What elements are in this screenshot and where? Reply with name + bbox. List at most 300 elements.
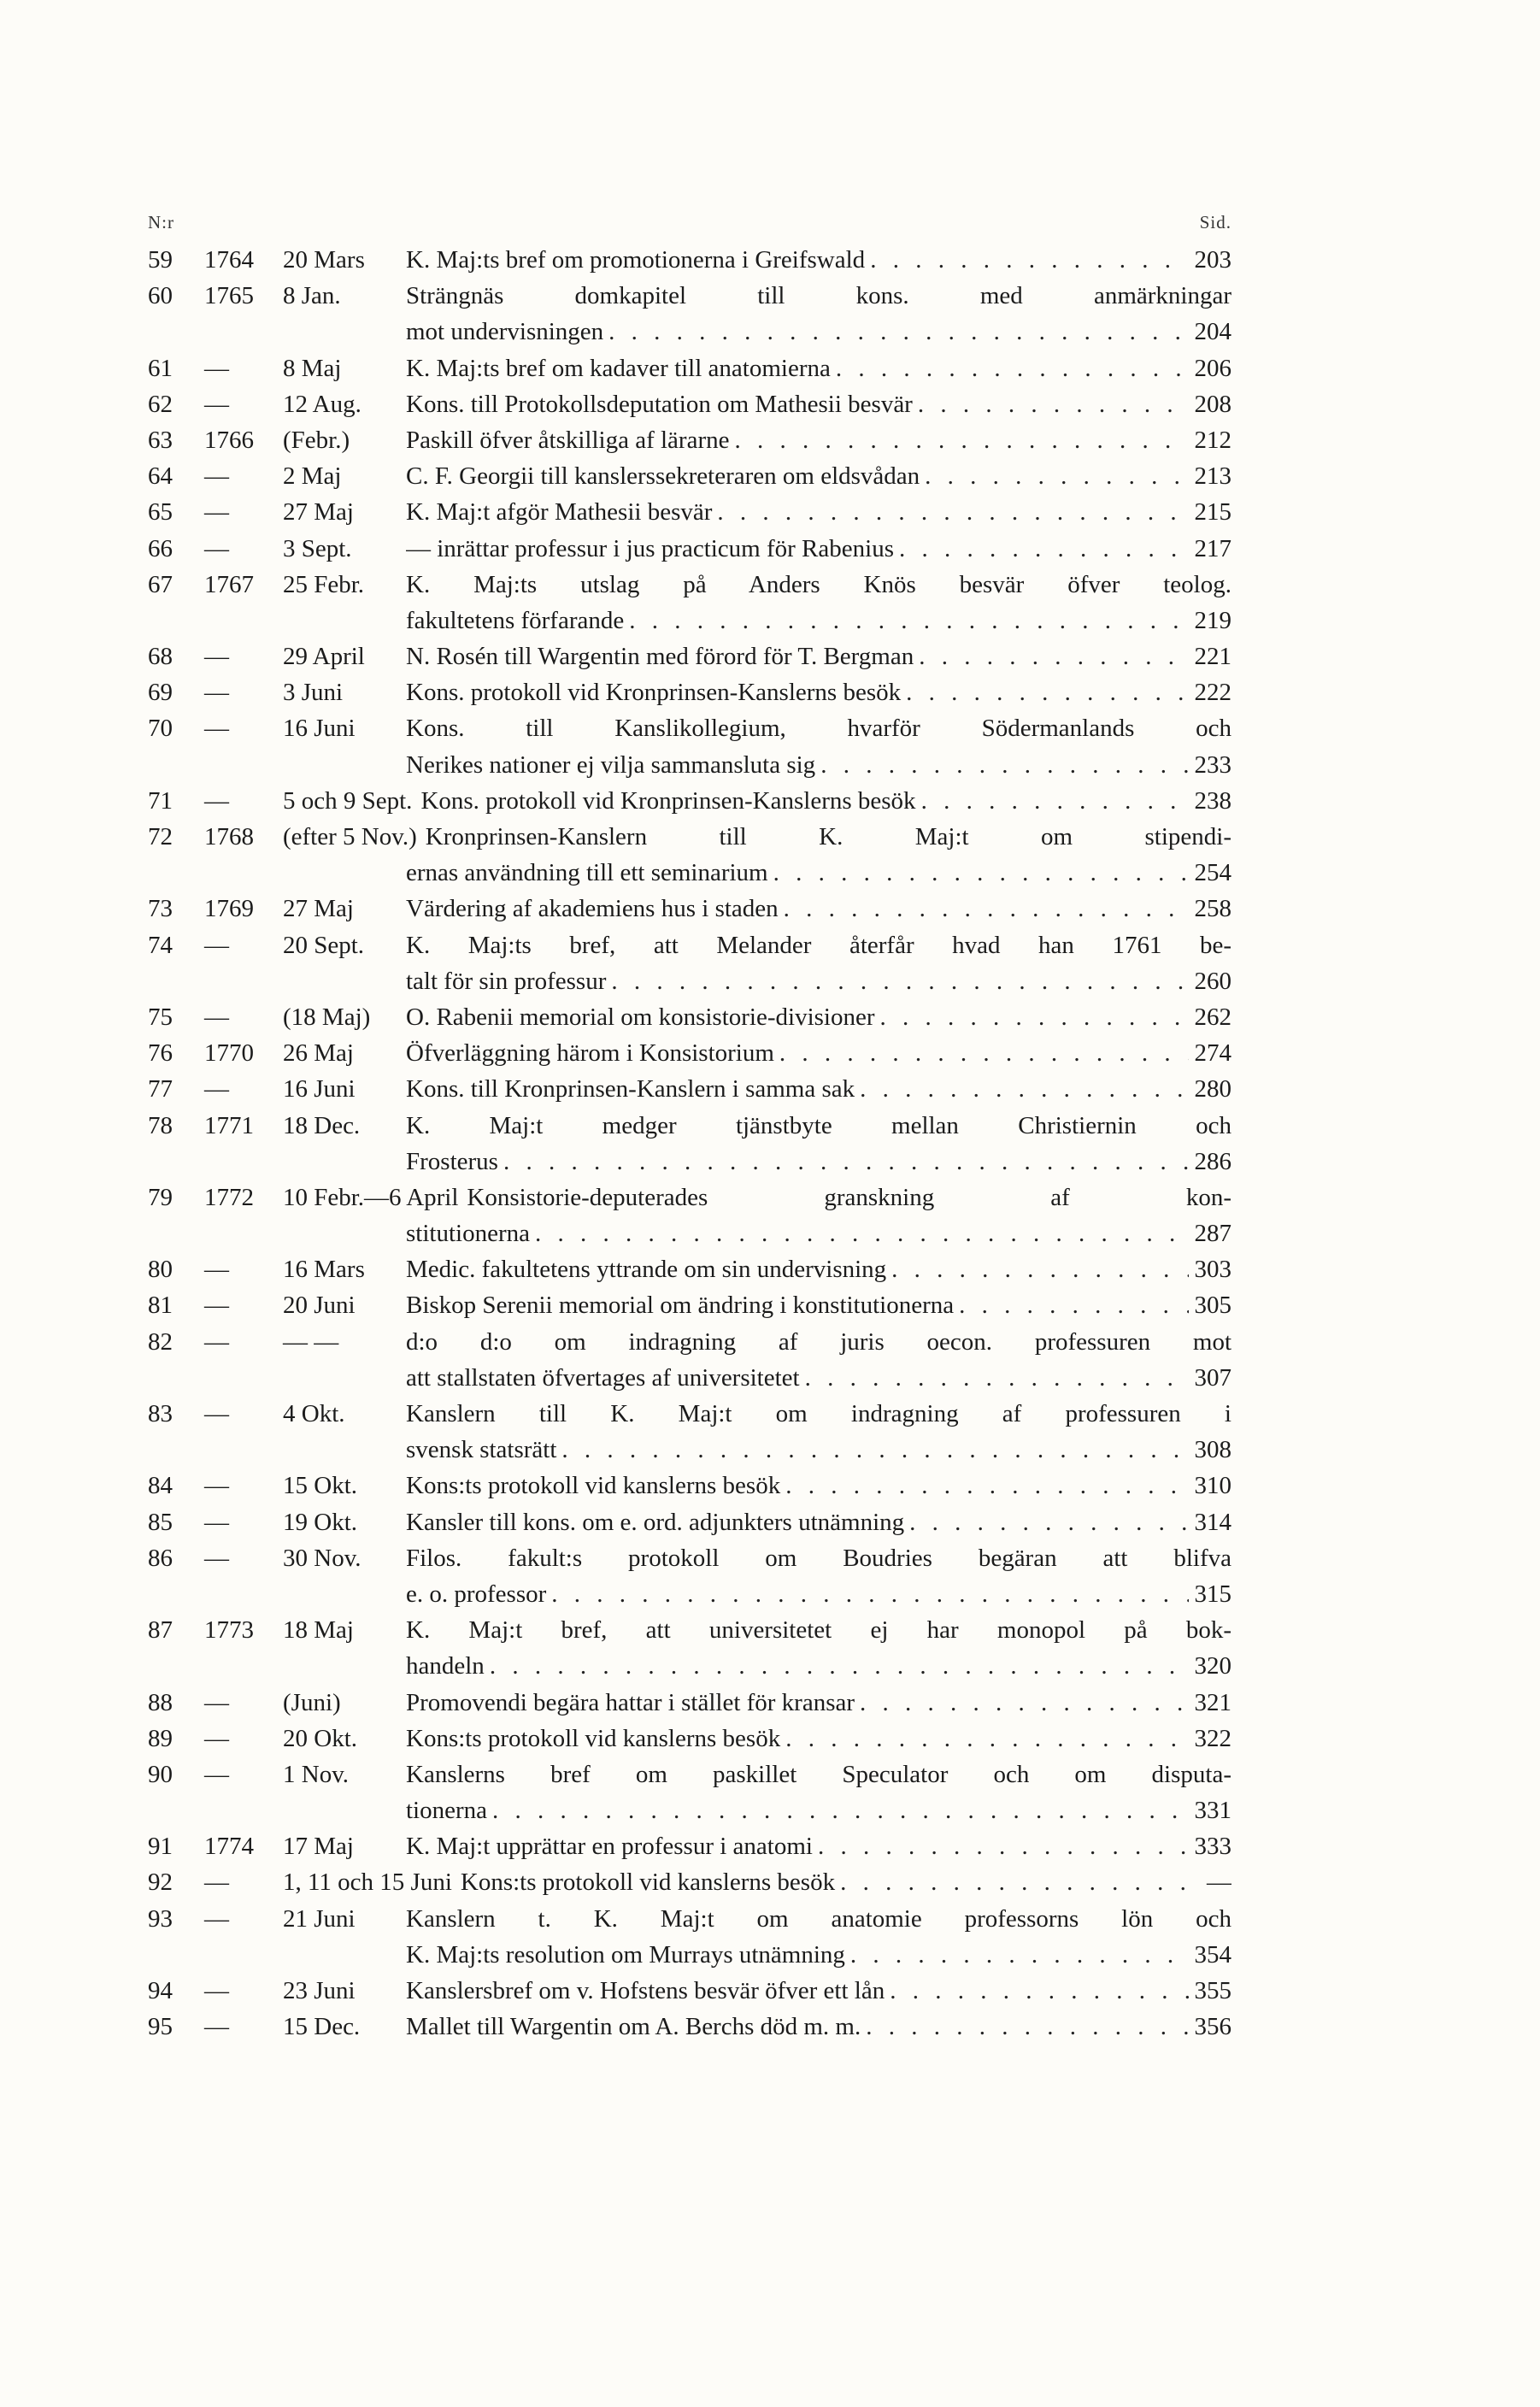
toc-entry-line <box>148 314 1231 350</box>
entry-year: 1768 <box>204 823 254 850</box>
entry-number: 95 <box>148 2013 173 2041</box>
table-of-contents <box>148 242 1231 2045</box>
entry-number: 84 <box>148 1472 173 1500</box>
entry-year: — <box>204 1869 229 1897</box>
entry-page-number: 356 <box>1194 2013 1231 2041</box>
toc-entry <box>148 422 1231 458</box>
entry-page-number: 238 <box>1194 786 1231 815</box>
entry-date: (efter 5 Nov.) <box>283 823 417 850</box>
entry-year: — <box>204 1400 229 1427</box>
entry-date: 3 Juni <box>283 679 344 707</box>
entry-number: 72 <box>148 823 173 850</box>
leader-dots <box>498 1144 1189 1180</box>
entry-title <box>461 1864 1231 1900</box>
toc-entry-line <box>148 1035 1231 1071</box>
toc-entry-line <box>148 1468 1231 1504</box>
entry-title <box>406 1612 1231 1648</box>
entry-title-text: Kanslerns bref om paskillet Speculator och om disputa- <box>406 1760 1231 1788</box>
entry-title <box>406 1360 1231 1396</box>
entry-year: — <box>204 354 229 382</box>
entry-title <box>406 1721 1231 1757</box>
entry-number: 89 <box>148 1724 173 1752</box>
entry-title-text: att stallstaten öfvertages af universitetet <box>406 1363 800 1392</box>
toc-entry-line <box>148 639 1231 674</box>
entry-number: 81 <box>148 1292 173 1320</box>
entry-title-text: Kansler till kons. om e. ord. adjunkters utnämning <box>406 1508 905 1536</box>
leader-dots <box>885 1973 1189 2009</box>
entry-page-number: 307 <box>1194 1363 1231 1392</box>
entry-date: 27 Maj <box>283 895 354 923</box>
entry-number: 85 <box>148 1508 173 1536</box>
entry-page-number: 260 <box>1194 967 1231 995</box>
entry-title <box>406 1576 1231 1612</box>
toc-entry <box>148 1901 1231 1973</box>
entry-title <box>467 1180 1231 1215</box>
toc-entry-line <box>148 531 1231 567</box>
entry-title <box>406 1432 1231 1468</box>
entry-number: 92 <box>148 1869 173 1897</box>
leader-dots <box>485 1648 1189 1684</box>
entry-year: — <box>204 1292 229 1320</box>
leader-dots <box>916 783 1189 819</box>
entry-title <box>420 783 1231 819</box>
entry-year: — <box>204 679 229 707</box>
entry-title <box>406 1468 1231 1504</box>
entry-year: 1774 <box>204 1833 254 1861</box>
toc-entry-line <box>148 1432 1231 1468</box>
entry-page-number: 287 <box>1194 1220 1231 1248</box>
toc-entry <box>148 783 1231 819</box>
toc-entry <box>148 1828 1231 1864</box>
entry-title-text: Kons. till Protokollsdeputation om Mathesii besvär <box>406 390 913 418</box>
toc-entry-line <box>148 1721 1231 1757</box>
toc-entry <box>148 674 1231 710</box>
entry-title-text: handeln <box>406 1652 485 1680</box>
entry-page-number: 222 <box>1194 679 1231 707</box>
entry-title-text: K. Maj:ts resolution om Murrays utnämning <box>406 1940 845 1969</box>
leader-dots <box>712 494 1189 530</box>
entry-title <box>406 1792 1231 1828</box>
entry-page-number: 274 <box>1194 1039 1231 1068</box>
toc-entry <box>148 494 1231 530</box>
entry-date: 20 Okt. <box>283 1724 357 1752</box>
toc-entry-line <box>148 1071 1231 1107</box>
leader-dots <box>546 1576 1189 1612</box>
entry-year: — <box>204 1688 229 1716</box>
toc-entry <box>148 567 1231 639</box>
entry-title-text: mot undervisningen <box>406 318 604 346</box>
entry-page-number: 204 <box>1194 318 1231 346</box>
entry-title-text: Kronprinsen-Kanslern till K. Maj:t om stipendi- <box>425 823 1231 850</box>
entry-title-text: K. Maj:t afgör Mathesii besvär <box>406 498 713 527</box>
toc-entry <box>148 1108 1231 1180</box>
entry-year: — <box>204 1327 229 1356</box>
entry-year: 1771 <box>204 1111 254 1139</box>
entry-title-text: Promovendi begära hattar i stället för kransar <box>406 1688 855 1716</box>
entry-year: 1772 <box>204 1183 254 1211</box>
entry-title <box>406 1648 1231 1684</box>
entry-year: — <box>204 1256 229 1284</box>
entry-title-text: Frosterus <box>406 1147 498 1175</box>
entry-title-text: svensk statsrätt <box>406 1436 557 1464</box>
leader-dots <box>875 999 1190 1035</box>
entry-page-number: 331 <box>1194 1797 1231 1825</box>
entry-date: 20 Mars <box>283 246 365 274</box>
entry-year: — <box>204 1760 229 1788</box>
leader-dots <box>865 242 1189 278</box>
toc-entry-line <box>148 783 1231 819</box>
entry-number: 87 <box>148 1616 173 1645</box>
entry-year: 1765 <box>204 282 254 310</box>
entry-title-text: Öfverläggning härom i Konsistorium <box>406 1039 774 1068</box>
entry-year: 1773 <box>204 1616 254 1645</box>
entry-title-text: Kons. till Kanslikollegium, hvarför Södermanlands och <box>406 715 1231 743</box>
toc-entry-line <box>148 1540 1231 1576</box>
entry-title-text: Kons. protokoll vid Kronprinsen-Kanslerns besök <box>420 786 916 815</box>
toc-entry-line <box>148 1144 1231 1180</box>
entry-page-number: 308 <box>1194 1436 1231 1464</box>
leader-dots <box>800 1360 1189 1396</box>
entry-title-text: K. Maj:ts bref om kadaver till anatomierna <box>406 354 831 382</box>
toc-entry <box>148 350 1231 386</box>
leader-dots <box>831 350 1189 386</box>
toc-entry <box>148 1973 1231 2009</box>
toc-entry <box>148 1180 1231 1251</box>
entry-year: 1766 <box>204 426 254 454</box>
entry-number: 78 <box>148 1111 173 1139</box>
nr-column-label: N:r <box>148 212 174 232</box>
entry-year: — <box>204 1075 229 1103</box>
entry-year: — <box>204 715 229 743</box>
toc-entry-line <box>148 1648 1231 1684</box>
entry-number: 61 <box>148 354 173 382</box>
entry-date: 25 Febr. <box>283 570 365 598</box>
entry-year: — <box>204 2013 229 2041</box>
entry-title-text: e. o. professor <box>406 1580 547 1608</box>
entry-date: 16 Juni <box>283 715 356 743</box>
entry-number: 82 <box>148 1327 173 1356</box>
entry-title-text: d:o d:o om indragning af juris oecon. professuren mot <box>406 1327 1231 1356</box>
entry-number: 73 <box>148 895 173 923</box>
entry-year: — <box>204 931 229 959</box>
entry-title-text: stitutionerna <box>406 1220 530 1248</box>
entry-year: — <box>204 498 229 527</box>
entry-date: (Juni) <box>283 1688 341 1716</box>
entry-number: 93 <box>148 1904 173 1933</box>
entry-number: 59 <box>148 246 173 274</box>
entry-title <box>406 1540 1231 1576</box>
entry-date: 8 Maj <box>283 354 342 382</box>
toc-entry <box>148 1324 1231 1396</box>
entry-title-text: — inrättar professur i jus practicum för Rabenius <box>406 534 894 562</box>
entry-number: 70 <box>148 715 173 743</box>
toc-entry-line <box>148 1324 1231 1360</box>
entry-title-text: O. Rabenii memorial om konsistorie-divisioner <box>406 1003 875 1031</box>
toc-entry-line <box>148 999 1231 1035</box>
entry-title <box>406 386 1231 422</box>
leader-dots <box>901 674 1189 710</box>
entry-date: 10 Febr.—6 April <box>283 1183 459 1211</box>
toc-entry <box>148 278 1231 350</box>
toc-entry-line <box>148 350 1231 386</box>
entry-title <box>406 1901 1231 1937</box>
toc-entry <box>148 639 1231 674</box>
toc-entry-line <box>148 603 1231 639</box>
toc-entry-line <box>148 1792 1231 1828</box>
entry-year: — <box>204 462 229 491</box>
entry-title-text: Nerikes nationer ej vilja sammansluta sig <box>406 750 816 779</box>
entry-date: 29 April <box>283 643 365 671</box>
entry-title <box>406 674 1231 710</box>
entry-page-number: 322 <box>1194 1724 1231 1752</box>
leader-dots <box>813 1828 1189 1864</box>
entry-title <box>406 603 1231 639</box>
entry-page-number: 215 <box>1194 498 1231 527</box>
entry-page-number: 310 <box>1194 1472 1231 1500</box>
entry-year: 1767 <box>204 570 254 598</box>
page-column-label: Sid. <box>1199 212 1231 232</box>
entry-title-text: Filos. fakult:s protokoll om Boudries begäran att blifva <box>406 1544 1231 1572</box>
leader-dots <box>861 2009 1189 2045</box>
entry-number: 74 <box>148 931 173 959</box>
entry-year: — <box>204 390 229 418</box>
toc-entry-line <box>148 1901 1231 1937</box>
leader-dots <box>845 1937 1189 1973</box>
entry-number: 66 <box>148 534 173 562</box>
entry-number: 60 <box>148 282 173 310</box>
entry-date: 21 Juni <box>283 1904 356 1933</box>
entry-title-text: Kanslersbref om v. Hofstens besvär öfver ett lån <box>406 1977 885 2004</box>
entry-year: — <box>204 1977 229 2004</box>
entry-page-number: 320 <box>1194 1652 1231 1680</box>
entry-title-text: fakultetens förfarande <box>406 606 625 634</box>
toc-entry-line <box>148 1937 1231 1973</box>
entry-date: — — <box>283 1327 339 1356</box>
entry-title <box>406 963 1231 999</box>
entry-date: 17 Maj <box>283 1833 354 1861</box>
toc-entry <box>148 1612 1231 1684</box>
toc-entry-line <box>148 2009 1231 2045</box>
entry-title <box>406 1215 1231 1251</box>
entry-year: — <box>204 1508 229 1536</box>
entry-number: 80 <box>148 1256 173 1284</box>
entry-title <box>406 1937 1231 1973</box>
entry-title <box>406 1324 1231 1360</box>
toc-entry-line <box>148 1685 1231 1721</box>
entry-title <box>406 1144 1231 1180</box>
entry-page-number: 217 <box>1194 534 1231 562</box>
entry-date: (18 Maj) <box>283 1003 371 1031</box>
entry-number: 63 <box>148 426 173 454</box>
toc-entry <box>148 710 1231 782</box>
entry-date: 20 Sept. <box>283 931 365 959</box>
entry-title-text: K. Maj:t medger tjänstbyte mellan Christiernin och <box>406 1111 1231 1139</box>
entry-title <box>406 458 1231 494</box>
entry-number: 69 <box>148 679 173 707</box>
entry-title <box>406 278 1231 314</box>
toc-entry-line <box>148 278 1231 314</box>
entry-title-text: Värdering af akademiens hus i staden <box>406 895 779 923</box>
toc-entry-line <box>148 1251 1231 1287</box>
entry-page-number: 208 <box>1194 390 1231 418</box>
entry-title-text: K. Maj:ts utslag på Anders Knös besvär öfver teolog. <box>406 570 1231 598</box>
entry-title-text: Kons:ts protokoll vid kanslerns besök <box>460 1869 836 1897</box>
entry-date: 5 och 9 Sept. <box>283 786 413 815</box>
entry-date: 3 Sept. <box>283 534 352 562</box>
entry-title <box>406 1071 1231 1107</box>
entry-date: 15 Dec. <box>283 2013 361 2041</box>
entry-page-number: 258 <box>1194 895 1231 923</box>
leader-dots <box>894 531 1189 567</box>
entry-title-text: Kons. till Kronprinsen-Kanslern i samma sak <box>406 1075 855 1103</box>
leader-dots <box>779 891 1189 927</box>
entry-number: 68 <box>148 643 173 671</box>
entry-number: 71 <box>148 786 173 815</box>
entry-title <box>406 1396 1231 1432</box>
entry-page-number: 280 <box>1194 1075 1231 1103</box>
toc-entry <box>148 1035 1231 1071</box>
entry-date: 18 Maj <box>283 1616 354 1645</box>
entry-year: — <box>204 534 229 562</box>
toc-entry-line <box>148 422 1231 458</box>
toc-entry-line <box>148 891 1231 927</box>
entry-year: — <box>204 786 229 815</box>
entry-title <box>406 1287 1231 1323</box>
entry-title-text: talt för sin professur <box>406 967 607 995</box>
toc-entry-line <box>148 710 1231 746</box>
toc-entry-line <box>148 1180 1231 1215</box>
entry-title-text: Paskill öfver åtskilliga af lärarne <box>406 426 730 454</box>
entry-date: 27 Maj <box>283 498 354 527</box>
entry-title <box>406 891 1231 927</box>
entry-year: — <box>204 1472 229 1500</box>
toc-entry-line <box>148 927 1231 963</box>
entry-title-text: Kanslern till K. Maj:t om indragning af professuren i <box>406 1400 1231 1427</box>
entry-date: 16 Mars <box>283 1256 365 1284</box>
entry-title-text: Biskop Serenii memorial om ändring i konstitutionerna <box>406 1292 955 1320</box>
entry-title <box>406 1108 1231 1144</box>
entry-title <box>406 350 1231 386</box>
toc-entry-line <box>148 386 1231 422</box>
toc-entry-line <box>148 855 1231 891</box>
toc-entry <box>148 999 1231 1035</box>
toc-entry <box>148 1504 1231 1540</box>
toc-entry-line <box>148 567 1231 603</box>
entry-year: — <box>204 1544 229 1572</box>
leader-dots <box>606 963 1189 999</box>
toc-entry <box>148 1468 1231 1504</box>
toc-entry-line <box>148 1504 1231 1540</box>
leader-dots <box>914 639 1189 674</box>
entry-number: 64 <box>148 462 173 491</box>
entry-date: 15 Okt. <box>283 1472 357 1500</box>
entry-year: — <box>204 643 229 671</box>
leader-dots <box>913 386 1189 422</box>
entry-page-number: 315 <box>1194 1580 1231 1608</box>
entry-title-text: Mallet till Wargentin om A. Berchs död m. m. <box>406 2013 861 2041</box>
entry-title <box>406 422 1231 458</box>
entry-number: 90 <box>148 1760 173 1788</box>
leader-dots <box>729 422 1189 458</box>
toc-entry <box>148 1287 1231 1323</box>
toc-entry <box>148 458 1231 494</box>
entry-page-number: 212 <box>1194 426 1231 454</box>
leader-dots <box>530 1215 1189 1251</box>
leader-dots <box>768 855 1189 891</box>
leader-dots <box>603 314 1189 350</box>
entry-title <box>406 494 1231 530</box>
entry-title <box>406 314 1231 350</box>
entry-date: 1, 11 och 15 Juni <box>283 1869 452 1897</box>
entry-title-text: N. Rosén till Wargentin med förord för T. Bergman <box>406 643 914 671</box>
entry-date: 4 Okt. <box>283 1400 345 1427</box>
entry-date: 2 Maj <box>283 462 342 491</box>
entry-date: 26 Maj <box>283 1039 354 1068</box>
toc-entry-line <box>148 674 1231 710</box>
entry-title <box>406 999 1231 1035</box>
entry-title-text: Kanslern t. K. Maj:t om anatomie professorns lön och <box>406 1904 1231 1933</box>
leader-dots <box>835 1864 1189 1900</box>
entry-number: 94 <box>148 1977 173 2004</box>
toc-entry-line <box>148 747 1231 783</box>
entry-number: 76 <box>148 1039 173 1068</box>
leader-dots <box>954 1287 1189 1323</box>
entry-page-number: 354 <box>1194 1940 1231 1969</box>
entry-page-number: 321 <box>1194 1688 1231 1716</box>
entry-title <box>406 1757 1231 1792</box>
toc-entry <box>148 927 1231 999</box>
toc-entry-line <box>148 1360 1231 1396</box>
entry-page-number: 355 <box>1194 1977 1231 2004</box>
entry-title <box>406 567 1231 603</box>
toc-entry <box>148 1251 1231 1287</box>
leader-dots <box>780 1721 1189 1757</box>
entry-year: 1764 <box>204 246 254 274</box>
entry-page-number: 262 <box>1194 1003 1231 1031</box>
entry-year: 1770 <box>204 1039 254 1068</box>
toc-entry-line <box>148 1108 1231 1144</box>
leader-dots <box>556 1432 1189 1468</box>
entry-page-number: 233 <box>1194 750 1231 779</box>
entry-date: 12 Aug. <box>283 390 361 418</box>
entry-title-text: Kons:ts protokoll vid kanslerns besök <box>406 1472 781 1500</box>
entry-page-number: 333 <box>1194 1833 1231 1861</box>
entry-title-text: Medic. fakultetens yttrande om sin undervisning <box>406 1256 887 1284</box>
leader-dots <box>815 747 1189 783</box>
toc-entry-line <box>148 963 1231 999</box>
toc-entry <box>148 1864 1231 1900</box>
entry-year: — <box>204 1904 229 1933</box>
toc-entry <box>148 1757 1231 1828</box>
entry-year: — <box>204 1724 229 1752</box>
entry-number: 86 <box>148 1544 173 1572</box>
entry-page-number: 303 <box>1194 1256 1231 1284</box>
entry-title-text: tionerna <box>406 1797 488 1825</box>
entry-date: 23 Juni <box>283 1977 356 2004</box>
entry-year: 1769 <box>204 895 254 923</box>
toc-entry-line <box>148 1215 1231 1251</box>
toc-entry <box>148 891 1231 927</box>
entry-page-number: 213 <box>1194 462 1231 491</box>
toc-entry <box>148 2009 1231 2045</box>
entry-title-text: Konsistorie-deputerades granskning af kon- <box>467 1183 1231 1211</box>
entry-title <box>406 1035 1231 1071</box>
toc-entry-line <box>148 1864 1231 1900</box>
toc-entry-line <box>148 819 1231 855</box>
toc-entry <box>148 1685 1231 1721</box>
toc-entry <box>148 1071 1231 1107</box>
entry-date: 1 Nov. <box>283 1760 350 1788</box>
